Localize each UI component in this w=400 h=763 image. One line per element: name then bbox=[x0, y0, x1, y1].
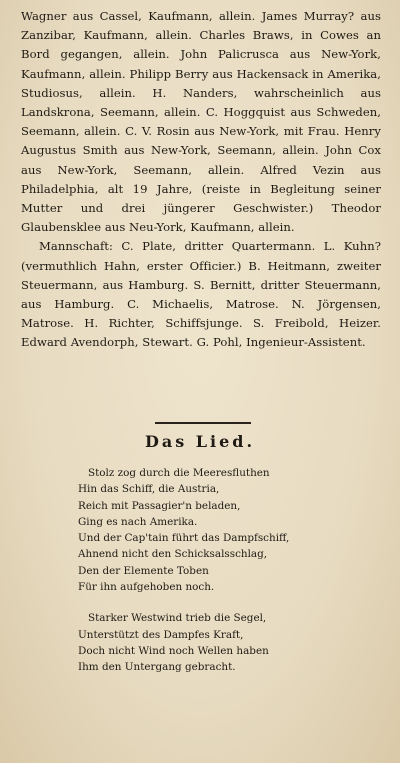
poem-line: Starker Westwind trieb die Segel, bbox=[88, 612, 267, 625]
poem-line: Den der Elemente Toben bbox=[78, 564, 209, 577]
poem-line: Reich mit Passagier'n beladen, bbox=[78, 499, 241, 512]
poem-stanza-2 bbox=[78, 610, 378, 675]
poem bbox=[78, 465, 378, 691]
passenger-list-text bbox=[21, 7, 381, 353]
poem-line: Doch nicht Wind noch Wellen haben bbox=[78, 644, 269, 657]
poem-line: Unterstützt des Dampfes Kraft, bbox=[78, 628, 244, 641]
crew-paragraph: Mannschaft: C. Plate, dritter Quartermann. L. Kuhn? (vermuthlich Hahn, erster Officier.) B. Heitmann, zweiter Steuermann, aus Hamburg. S. Bernitt, dritter Steuermann, aus Hamburg. C. Michaelis, Matrose. N. Jörgensen, Matrose. H. Richter, Schiffsjunge. S. Freibold, Heizer. Edward Avendorph, Stewart. G. Pohl, Ingenieur-Assistent. bbox=[21, 239, 381, 350]
poem-line: Für ihn aufgehoben noch. bbox=[78, 581, 215, 594]
poem-line: Ihm den Untergang gebracht. bbox=[78, 661, 236, 674]
passenger-paragraph: Wagner aus Cassel, Kaufmann, allein. James Murray? aus Zanzibar, Kaufmann, allein. Charles Braws, in Cowes an Bord gegangen, allein. John Palicrusca aus New-York, Kaufmann, allein. Philipp Berry aus Hackensack in Amerika, Studiosus, allein. H. Nanders, wahrscheinlich aus Landskrona, Seemann, allein. C. Hoggquist aus Schweden, Seemann, allein. C. V. Rosin aus New-York, mit Frau. Henry Augustus Smith aus New-York, Seemann, allein. John Cox aus New-York, Seemann, allein. Alfred Vezin aus Philadelphia, alt 19 Jahre, (reiste in Begleitung seiner Mutter und drei jüngerer Geschwister.) Theodor Glaubensklee aus Neu-York, Kaufmann, allein. bbox=[21, 9, 381, 235]
poem-line: Stolz zog durch die Meeresfluthen bbox=[88, 467, 270, 479]
section-divider bbox=[155, 422, 251, 424]
poem-line: Und der Cap'tain führt das Dampfschiff, bbox=[78, 532, 290, 545]
poem-stanza-1 bbox=[78, 465, 378, 595]
poem-title: Das Lied. bbox=[144, 432, 256, 451]
poem-line: Hin das Schiff, die Austria, bbox=[78, 483, 220, 496]
poem-line: Ging es nach Amerika. bbox=[78, 515, 198, 528]
poem-line: Ahnend nicht den Schicksalsschlag, bbox=[78, 548, 268, 561]
